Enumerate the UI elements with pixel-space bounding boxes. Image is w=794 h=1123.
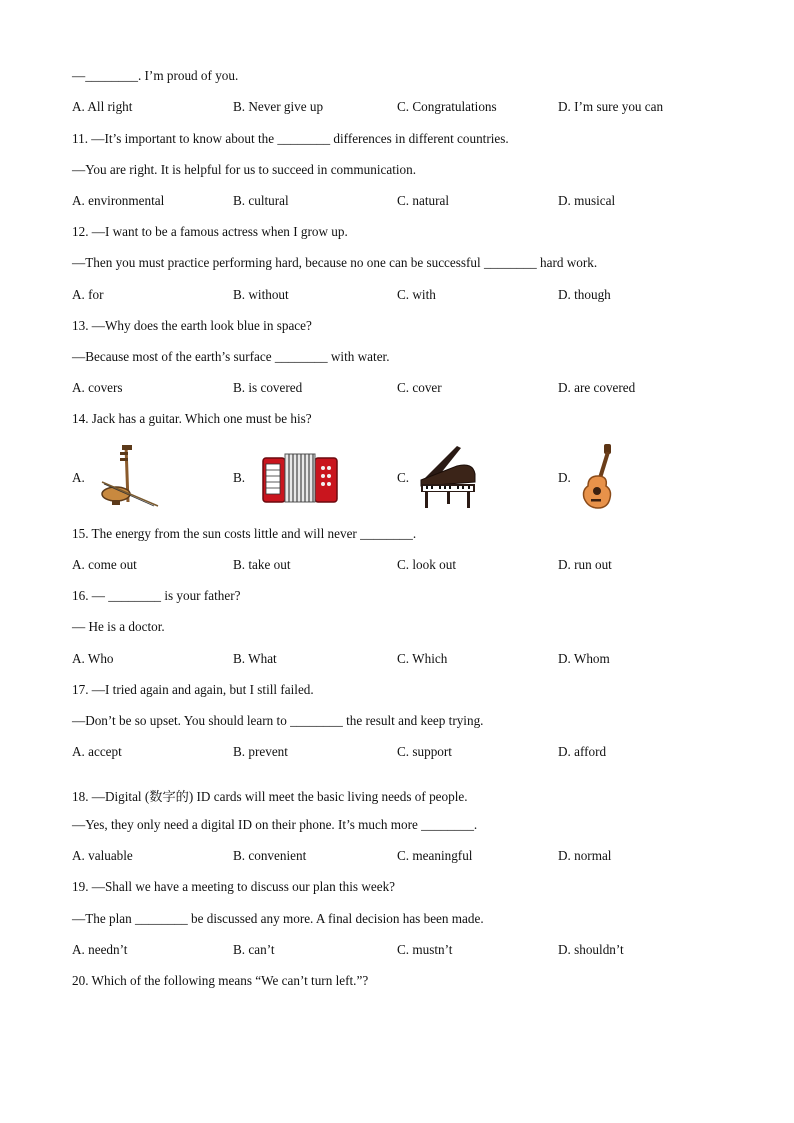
option-c[interactable]: C. Congratulations: [397, 99, 497, 114]
option-a[interactable]: A. needn’t: [72, 942, 128, 957]
option-b[interactable]: B. What: [233, 651, 277, 666]
option-b[interactable]: B. is covered: [233, 380, 303, 395]
option-b[interactable]: B. without: [233, 287, 289, 302]
erhu-icon: [92, 442, 162, 510]
question-19-response: —The plan ________ be discussed any more. A final decision has been made.: [72, 911, 484, 926]
option-c[interactable]: C. mustn’t: [397, 942, 453, 957]
question-16-response: — He is a doctor.: [72, 619, 165, 634]
option-c[interactable]: C. natural: [397, 193, 450, 208]
question-12-prompt: 12. —I want to be a famous actress when I grow up.: [72, 224, 348, 239]
question-18-options: [72, 848, 752, 866]
option-d[interactable]: D. afford: [558, 744, 607, 759]
question-14-image-options: [72, 438, 752, 514]
option-label: C.: [397, 470, 410, 485]
option-a[interactable]: A. for: [72, 287, 104, 302]
option-a[interactable]: A. All right: [72, 99, 133, 114]
question-14-prompt: 14. Jack has a guitar. Which one must be his?: [72, 411, 312, 426]
option-d[interactable]: D. shouldn’t: [558, 942, 624, 957]
option-c[interactable]: C. with: [397, 287, 436, 302]
question-10-response: —________. I’m proud of you.: [72, 68, 239, 83]
option-d[interactable]: D. musical: [558, 193, 616, 208]
option-c[interactable]: C. support: [397, 744, 452, 759]
option-a[interactable]: A. valuable: [72, 848, 133, 863]
question-16-prompt: 16. — ________ is your father?: [72, 588, 241, 603]
guitar-icon: [578, 442, 620, 510]
question-15-options: [72, 557, 752, 575]
question-13-prompt: 13. —Why does the earth look blue in space?: [72, 318, 312, 333]
option-b[interactable]: B. prevent: [233, 744, 288, 759]
option-b[interactable]: B. convenient: [233, 848, 307, 863]
question-18-prompt: 18. —Digital (数字的) ID cards will meet the basic living needs of people.: [72, 789, 468, 804]
option-d[interactable]: D. Whom: [558, 651, 610, 666]
question-15-prompt: 15. The energy from the sun costs little and will never ________.: [72, 526, 417, 541]
option-c-piano[interactable]: [397, 438, 517, 514]
question-17-response: —Don’t be so upset. You should learn to ________ the result and keep trying.: [72, 713, 484, 728]
option-d[interactable]: D. are covered: [558, 380, 636, 395]
question-20-prompt: 20. Which of the following means “We can’t turn left.”?: [72, 973, 369, 988]
question-19-prompt: 19. —Shall we have a meeting to discuss our plan this week?: [72, 879, 396, 894]
option-c[interactable]: C. cover: [397, 380, 442, 395]
option-a-erhu[interactable]: [72, 438, 172, 514]
option-b[interactable]: B. can’t: [233, 942, 275, 957]
question-17-options: [72, 744, 752, 762]
question-12-options: [72, 287, 752, 305]
question-17-prompt: 17. —I tried again and again, but I still failed.: [72, 682, 314, 697]
option-label: B.: [233, 470, 246, 485]
option-d[interactable]: D. I’m sure you can: [558, 99, 664, 114]
question-19-options: [72, 942, 752, 960]
option-d-guitar[interactable]: [558, 438, 658, 514]
option-label: D.: [558, 470, 571, 485]
option-c[interactable]: C. look out: [397, 557, 456, 572]
option-c[interactable]: C. Which: [397, 651, 448, 666]
option-b[interactable]: B. Never give up: [233, 99, 324, 114]
option-a[interactable]: A. accept: [72, 744, 122, 759]
option-b[interactable]: B. take out: [233, 557, 291, 572]
question-11-response: —You are right. It is helpful for us to succeed in communication.: [72, 162, 417, 177]
question-11-options: [72, 193, 752, 211]
question-13-response: —Because most of the earth’s surface ________ with water.: [72, 349, 390, 364]
option-a[interactable]: A. environmental: [72, 193, 165, 208]
option-a[interactable]: A. covers: [72, 380, 123, 395]
question-13-options: [72, 380, 752, 398]
option-d[interactable]: D. run out: [558, 557, 612, 572]
question-10-options: [72, 99, 752, 117]
accordion-icon: [261, 450, 339, 506]
option-b[interactable]: B. cultural: [233, 193, 289, 208]
option-a[interactable]: A. Who: [72, 651, 114, 666]
option-label: A.: [72, 470, 85, 485]
question-11-prompt: 11. —It’s important to know about the ________ differences in different countries.: [72, 131, 509, 146]
question-18-response: —Yes, they only need a digital ID on their phone. It’s much more ________.: [72, 817, 478, 832]
option-d[interactable]: D. though: [558, 287, 611, 302]
question-12-response: —Then you must practice performing hard, because no one can be successful ________ hard work.: [72, 255, 598, 270]
option-d[interactable]: D. normal: [558, 848, 612, 863]
question-16-options: [72, 651, 752, 669]
option-c[interactable]: C. meaningful: [397, 848, 473, 863]
piano-icon: [417, 442, 479, 510]
option-b-accordion[interactable]: [233, 438, 353, 514]
option-a[interactable]: A. come out: [72, 557, 137, 572]
